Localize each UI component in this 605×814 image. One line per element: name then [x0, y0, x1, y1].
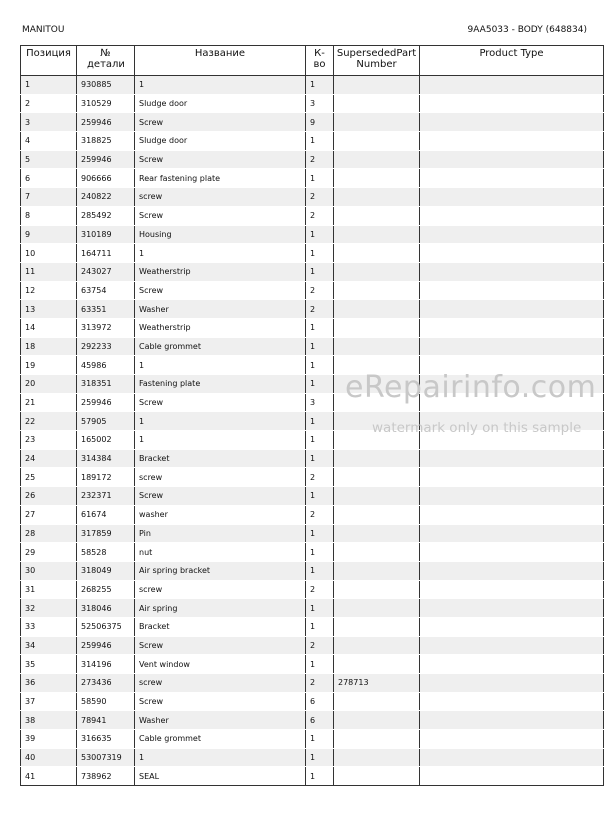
cell-name: 1 [135, 356, 306, 375]
cell-quantity: 1 [306, 244, 334, 263]
cell-part-number: 310189 [77, 225, 135, 244]
cell-superseded [334, 113, 420, 132]
col-header-product-type: Product Type [420, 46, 604, 76]
brand-label: MANITOU [22, 25, 65, 35]
cell-part-number: 243027 [77, 262, 135, 281]
cell-name: Rear fastening plate [135, 169, 306, 188]
table-row [21, 169, 604, 188]
cell-name: Pin [135, 524, 306, 543]
cell-quantity: 1 [306, 617, 334, 636]
cell-quantity: 1 [306, 730, 334, 749]
cell-position: 28 [21, 524, 77, 543]
cell-product-type [420, 711, 604, 730]
cell-product-type [420, 487, 604, 506]
cell-product-type [420, 132, 604, 151]
cell-position: 24 [21, 449, 77, 468]
cell-name: Cable grommet [135, 337, 306, 356]
cell-name: Weatherstrip [135, 318, 306, 337]
cell-name: Screw [135, 281, 306, 300]
cell-product-type [420, 730, 604, 749]
table-row [21, 113, 604, 132]
cell-part-number: 318049 [77, 561, 135, 580]
table-row [21, 505, 604, 524]
cell-quantity: 2 [306, 636, 334, 655]
table-row [21, 449, 604, 468]
cell-name: screw [135, 674, 306, 693]
cell-part-number: 318046 [77, 599, 135, 618]
cell-quantity: 6 [306, 692, 334, 711]
cell-quantity: 1 [306, 599, 334, 618]
cell-name: Air spring bracket [135, 561, 306, 580]
cell-part-number: 259946 [77, 113, 135, 132]
table-row [21, 150, 604, 169]
cell-quantity: 1 [306, 431, 334, 450]
cell-product-type [420, 580, 604, 599]
cell-quantity: 3 [306, 94, 334, 113]
cell-part-number: 259946 [77, 636, 135, 655]
table-row [21, 561, 604, 580]
col-header-part-number: № детали [77, 46, 135, 76]
cell-part-number: 738962 [77, 767, 135, 786]
cell-product-type [420, 300, 604, 319]
cell-name: screw [135, 468, 306, 487]
cell-superseded: 278713 [334, 674, 420, 693]
cell-superseded [334, 94, 420, 113]
table-row [21, 468, 604, 487]
table-row [21, 543, 604, 562]
cell-quantity: 2 [306, 300, 334, 319]
cell-position: 9 [21, 225, 77, 244]
table-row [21, 487, 604, 506]
table-row [21, 300, 604, 319]
table-row [21, 748, 604, 767]
cell-name: Weatherstrip [135, 262, 306, 281]
cell-name: Screw [135, 636, 306, 655]
cell-part-number: 61674 [77, 505, 135, 524]
cell-position: 40 [21, 748, 77, 767]
cell-part-number: 285492 [77, 206, 135, 225]
cell-superseded [334, 561, 420, 580]
cell-position: 12 [21, 281, 77, 300]
cell-part-number: 268255 [77, 580, 135, 599]
cell-part-number: 165002 [77, 431, 135, 450]
cell-superseded [334, 169, 420, 188]
cell-superseded [334, 543, 420, 562]
cell-position: 31 [21, 580, 77, 599]
cell-superseded [334, 505, 420, 524]
cell-part-number: 314384 [77, 449, 135, 468]
cell-quantity: 1 [306, 318, 334, 337]
cell-superseded [334, 132, 420, 151]
cell-position: 35 [21, 655, 77, 674]
cell-part-number: 316635 [77, 730, 135, 749]
cell-name: Screw [135, 113, 306, 132]
table-row [21, 711, 604, 730]
table-row [21, 132, 604, 151]
cell-quantity: 2 [306, 580, 334, 599]
cell-name: Screw [135, 487, 306, 506]
cell-part-number: 232371 [77, 487, 135, 506]
cell-quantity: 2 [306, 505, 334, 524]
cell-superseded [334, 487, 420, 506]
document-reference: 9AA5033 - BODY (648834) [467, 25, 587, 35]
cell-quantity: 2 [306, 468, 334, 487]
cell-position: 33 [21, 617, 77, 636]
table-row [21, 674, 604, 693]
cell-part-number: 78941 [77, 711, 135, 730]
cell-name: 1 [135, 244, 306, 263]
cell-name: washer [135, 505, 306, 524]
cell-position: 23 [21, 431, 77, 450]
cell-position: 8 [21, 206, 77, 225]
table-header-row [21, 46, 604, 76]
table-row [21, 206, 604, 225]
cell-superseded [334, 281, 420, 300]
cell-part-number: 930885 [77, 76, 135, 95]
table-row [21, 94, 604, 113]
cell-quantity: 1 [306, 76, 334, 95]
cell-position: 38 [21, 711, 77, 730]
cell-position: 36 [21, 674, 77, 693]
cell-quantity: 2 [306, 150, 334, 169]
cell-product-type [420, 748, 604, 767]
cell-quantity: 2 [306, 674, 334, 693]
cell-name: screw [135, 188, 306, 207]
cell-quantity: 1 [306, 449, 334, 468]
cell-superseded [334, 599, 420, 618]
cell-position: 25 [21, 468, 77, 487]
cell-position: 2 [21, 94, 77, 113]
cell-part-number: 318825 [77, 132, 135, 151]
cell-position: 10 [21, 244, 77, 263]
cell-part-number: 240822 [77, 188, 135, 207]
cell-product-type [420, 636, 604, 655]
cell-position: 3 [21, 113, 77, 132]
table-row [21, 580, 604, 599]
cell-quantity: 1 [306, 767, 334, 786]
watermark-note: watermark only on this sample [372, 420, 582, 436]
cell-name: Sludge door [135, 132, 306, 151]
cell-product-type [420, 599, 604, 618]
cell-position: 41 [21, 767, 77, 786]
table-row [21, 730, 604, 749]
cell-product-type [420, 169, 604, 188]
cell-product-type [420, 617, 604, 636]
cell-superseded [334, 711, 420, 730]
cell-part-number: 259946 [77, 393, 135, 412]
cell-product-type [420, 655, 604, 674]
cell-name: Sludge door [135, 94, 306, 113]
cell-name: Screw [135, 150, 306, 169]
cell-quantity: 1 [306, 543, 334, 562]
cell-product-type [420, 76, 604, 95]
cell-superseded [334, 655, 420, 674]
cell-quantity: 1 [306, 748, 334, 767]
cell-part-number: 53007319 [77, 748, 135, 767]
cell-position: 30 [21, 561, 77, 580]
cell-position: 27 [21, 505, 77, 524]
cell-product-type [420, 524, 604, 543]
cell-superseded [334, 767, 420, 786]
cell-product-type [420, 674, 604, 693]
cell-quantity: 2 [306, 281, 334, 300]
col-header-superseded: SupersededPartNumber [334, 46, 420, 76]
cell-product-type [420, 543, 604, 562]
cell-quantity: 1 [306, 169, 334, 188]
cell-position: 6 [21, 169, 77, 188]
cell-part-number: 313972 [77, 318, 135, 337]
cell-product-type [420, 468, 604, 487]
cell-superseded [334, 188, 420, 207]
cell-quantity: 2 [306, 206, 334, 225]
cell-superseded [334, 300, 420, 319]
cell-product-type [420, 692, 604, 711]
cell-name: Vent window [135, 655, 306, 674]
cell-position: 39 [21, 730, 77, 749]
cell-name: Screw [135, 393, 306, 412]
cell-quantity: 2 [306, 188, 334, 207]
cell-superseded [334, 692, 420, 711]
table-row [21, 617, 604, 636]
cell-quantity: 1 [306, 337, 334, 356]
cell-position: 1 [21, 76, 77, 95]
cell-name: 1 [135, 431, 306, 450]
cell-position: 14 [21, 318, 77, 337]
cell-superseded [334, 730, 420, 749]
cell-quantity: 6 [306, 711, 334, 730]
cell-name: SEAL [135, 767, 306, 786]
table-row [21, 636, 604, 655]
cell-superseded [334, 449, 420, 468]
table-row [21, 655, 604, 674]
cell-position: 11 [21, 262, 77, 281]
cell-quantity: 1 [306, 561, 334, 580]
cell-product-type [420, 262, 604, 281]
table-row [21, 599, 604, 618]
table-row [21, 767, 604, 786]
cell-part-number: 310529 [77, 94, 135, 113]
table-row [21, 524, 604, 543]
cell-quantity: 1 [306, 375, 334, 394]
cell-name: Washer [135, 300, 306, 319]
cell-superseded [334, 580, 420, 599]
cell-superseded [334, 636, 420, 655]
cell-product-type [420, 244, 604, 263]
table-row [21, 225, 604, 244]
cell-name: 1 [135, 748, 306, 767]
table-row [21, 244, 604, 263]
cell-quantity: 1 [306, 655, 334, 674]
table-row [21, 76, 604, 95]
cell-name: Screw [135, 692, 306, 711]
cell-position: 21 [21, 393, 77, 412]
cell-position: 18 [21, 337, 77, 356]
cell-superseded [334, 150, 420, 169]
cell-name: nut [135, 543, 306, 562]
cell-product-type [420, 449, 604, 468]
cell-part-number: 292233 [77, 337, 135, 356]
cell-product-type [420, 337, 604, 356]
watermark-site: eRepairinfo.com [345, 370, 597, 405]
table-row [21, 262, 604, 281]
table-row [21, 188, 604, 207]
cell-name: Fastening plate [135, 375, 306, 394]
cell-part-number: 63351 [77, 300, 135, 319]
table-row [21, 692, 604, 711]
cell-name: Cable grommet [135, 730, 306, 749]
cell-part-number: 164711 [77, 244, 135, 263]
cell-quantity: 3 [306, 393, 334, 412]
cell-quantity: 1 [306, 132, 334, 151]
cell-superseded [334, 225, 420, 244]
cell-superseded [334, 337, 420, 356]
cell-product-type [420, 113, 604, 132]
cell-name: 1 [135, 76, 306, 95]
cell-product-type [420, 281, 604, 300]
cell-quantity: 9 [306, 113, 334, 132]
cell-product-type [420, 505, 604, 524]
cell-part-number: 906666 [77, 169, 135, 188]
cell-part-number: 63754 [77, 281, 135, 300]
cell-position: 34 [21, 636, 77, 655]
cell-quantity: 1 [306, 487, 334, 506]
cell-position: 13 [21, 300, 77, 319]
cell-product-type [420, 94, 604, 113]
cell-position: 26 [21, 487, 77, 506]
cell-name: Washer [135, 711, 306, 730]
cell-position: 20 [21, 375, 77, 394]
cell-product-type [420, 150, 604, 169]
cell-position: 5 [21, 150, 77, 169]
cell-name: 1 [135, 412, 306, 431]
cell-position: 37 [21, 692, 77, 711]
cell-part-number: 58528 [77, 543, 135, 562]
cell-quantity: 1 [306, 524, 334, 543]
cell-part-number: 58590 [77, 692, 135, 711]
col-header-name: Название [135, 46, 306, 76]
cell-name: Screw [135, 206, 306, 225]
cell-product-type [420, 767, 604, 786]
cell-superseded [334, 748, 420, 767]
cell-product-type [420, 188, 604, 207]
cell-position: 7 [21, 188, 77, 207]
cell-name: screw [135, 580, 306, 599]
cell-position: 32 [21, 599, 77, 618]
cell-superseded [334, 524, 420, 543]
cell-part-number: 314196 [77, 655, 135, 674]
cell-part-number: 318351 [77, 375, 135, 394]
cell-quantity: 1 [306, 225, 334, 244]
cell-quantity: 1 [306, 412, 334, 431]
cell-part-number: 259946 [77, 150, 135, 169]
cell-superseded [334, 262, 420, 281]
cell-part-number: 189172 [77, 468, 135, 487]
cell-part-number: 273436 [77, 674, 135, 693]
table-row [21, 337, 604, 356]
cell-superseded [334, 318, 420, 337]
cell-name: Bracket [135, 617, 306, 636]
cell-product-type [420, 206, 604, 225]
cell-position: 4 [21, 132, 77, 151]
cell-position: 29 [21, 543, 77, 562]
table-row [21, 281, 604, 300]
cell-part-number: 57905 [77, 412, 135, 431]
cell-superseded [334, 206, 420, 225]
table-row [21, 318, 604, 337]
parts-table [20, 45, 604, 786]
col-header-position: Позиция [21, 46, 77, 76]
cell-superseded [334, 617, 420, 636]
col-header-quantity: К-во [306, 46, 334, 76]
cell-name: Bracket [135, 449, 306, 468]
cell-product-type [420, 318, 604, 337]
cell-part-number: 52506375 [77, 617, 135, 636]
cell-name: Air spring [135, 599, 306, 618]
cell-part-number: 45986 [77, 356, 135, 375]
cell-product-type [420, 561, 604, 580]
cell-superseded [334, 76, 420, 95]
cell-name: Housing [135, 225, 306, 244]
cell-part-number: 317859 [77, 524, 135, 543]
cell-superseded [334, 244, 420, 263]
cell-position: 22 [21, 412, 77, 431]
cell-quantity: 1 [306, 262, 334, 281]
cell-product-type [420, 225, 604, 244]
cell-quantity: 1 [306, 356, 334, 375]
cell-position: 19 [21, 356, 77, 375]
cell-superseded [334, 468, 420, 487]
